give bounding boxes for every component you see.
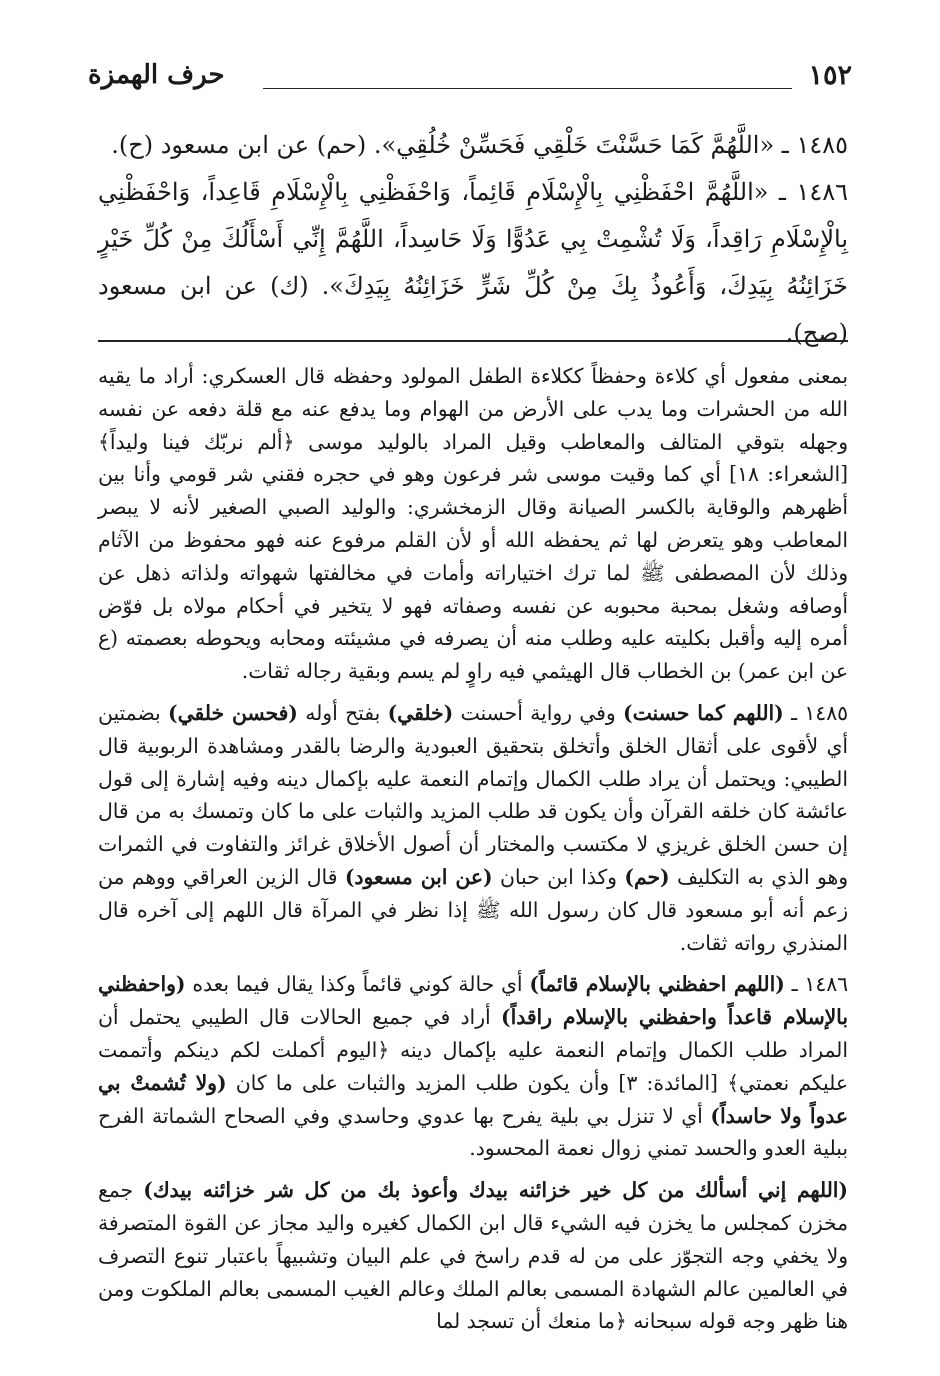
quoted-phrase: (اللهم كما حسنت) (623, 700, 784, 725)
commentary-text: أي حالة كوني قائماً وكذا يقال فيما بعده (185, 972, 530, 997)
commentary-text: وكذا ابن حبان (492, 864, 625, 889)
source-narrator: (عن ابن مسعود) (344, 864, 493, 889)
commentary-text: قال الزين العراقي ووهم من زعم أنه أبو مسعود قال كان رسول الله ﷺ إذا نظر في المرآة قال اللهم إلى آخره قال المنذري رواته ثقات. (98, 864, 848, 955)
hadith-1486: ١٤٨٦ ـ «اللَّهُمَّ احْفَظْنِي بِالْإِسْلَامِ قَائِماً، وَاحْفَظْنِي بِالْإِسْلَامِ قَاعِداً، وَاحْفَظْنِي بِالْإِسْلَامِ رَاقِداً، وَلَا تُشْمِتْ بِي عَدُوًّا وَلَا حَاسِداً، اللَّهُمَّ إِنِّي أَسْأَلُكَ مِنْ كُلِّ خَيْرٍ خَزَائِنُهُ بِيَدِكَ، وَأَعُوذُ بِكَ مِنْ كُلِّ شَرٍّ خَزَائِنُهُ بِيَدِكَ». (ك) عن ابن مسعود (صح). (98, 178, 848, 347)
commentary-paragraph-continued: بمعنى مفعول أي كلاءة وحفظاً ككلاءة الطفل المولود وحفظه قال العسكري: أراد ما يقيه الله من الحشرات وما يدب على الأرض من الهوام وما يدفع عنه مع قلة دفعه عن نفسه وجهله بتوقي المتالف والمعاطب وقيل المراد بالوليد موسى ﴿ألم نربّك فينا وليداً﴾ [الشعراء: ١٨] أي كما وقيت موسى شر فرعون وهو في حجره فقني شر قومي وأنا بين أظهرهم والوقاية بالكسر الصيانة وقال الزمخشري: والوليد الصبي الصغير لأنه لا يبصر المعاطب وهو يتعرض لها ثم يحفظه الله أو لأن القلم مرفوع عنه فهو محفوظ من الآثام وذلك لأن المصطفى ﷺ لما ترك اختياراته وأمات في مخالفتها شهواته ولذاته ذهل عن أوصافه وشغل بمحبة محبوبه عن نفسه وصفاته فهو لا يتخير في أحكام مولاه بل فوّض أمره إليه وأقبل بكليته عليه وطلب منه أن يصرفه في مشيئته ومحابه ويحوطه بعصمته (ع عن ابن عمر) بن الخطاب قال الهيثمي فيه راوٍ لم يسم وبقية رجاله ثقات. (98, 364, 848, 684)
commentary-text: بفتح أوله (297, 700, 388, 725)
commentary-text: أراد في جميع الحالات قال الطيبي يحتمل أن المراد طلب الكمال وإتمام النعمة عليه بإكمال دينه ﴿اليوم أكملت لكم دينكم وأتممت عليكم نعمتي﴾ [المائدة: ٣] وأن يكون طلب المزيد والثبات على ما كان (98, 1005, 848, 1095)
quoted-phrase: (ولا تُشمتْ بي عدواً ولا حاسداً) (98, 1070, 849, 1128)
commentary-text: جمع مخزن كمجلس ما يخزن فيه الشيء قال ابن الكمال كغيره واليد مجاز عن القوة المتصرفة ولا يخفي وجه التجوّز على من له قدم راسخ في علم البيان وتشبيهاً باعتبار تنوع التصرف في العالمين عالم الشهادة المسمى بعالم الملك وعالم الغيب المسمى بعالم الملكوت ومن هنا ظهر وجه قوله سبحانه ﴿ما منعك أن تسجد لما (98, 1178, 848, 1334)
source-code: (حم) (624, 864, 670, 889)
quoted-phrase: (اللهم احفظني بالإسلام قائماً) (529, 972, 785, 997)
quoted-phrase: (واحفظني بالإسلام قاعداً واحفظني بالإسلام راقداً) (98, 972, 848, 1030)
hadith-text-block (98, 122, 848, 357)
footnote-separator (98, 340, 848, 342)
commentary-text: بضمتين أي لأقوى على أثقال الخلق وأتخلق بتحقيق العبودية والرضا بالقدر ومشاهدة الربوبية قال الطيبي: ويحتمل أن يراد طلب الكمال وإتمام النعمة عليه بإكمال دينه وفيه إشارة إلى قول عائشة كان خلقه القرآن وأن يكون قد طلب المزيد والثبات على ما كان وتمسك به من قال إن حسن الخلق غريزي لا مكتسب والمختار أن أصول الأخلاق غرائز والتفاوت في الثمرات وهو الذي به التكليف (98, 700, 848, 889)
quoted-phrase: (اللهم إني أسألك من كل خير خزائنه بيدك وأعوذ بك من كل شر خزائنه بيدك) (143, 1178, 848, 1203)
chapter-title: حرف الهمزة (88, 60, 225, 90)
commentary-paragraph-1485 (98, 697, 848, 959)
entry-number: ١٤٨٦ ـ (784, 972, 848, 997)
entry-number: ١٤٨٥ ـ (783, 700, 848, 725)
commentary-block (98, 360, 848, 1347)
page-number: ١٥٢ (808, 60, 852, 91)
page-header (88, 58, 852, 98)
header-rule (263, 88, 792, 89)
commentary-text: وفي رواية أحسنت (453, 700, 624, 725)
hadith-1485: ١٤٨٥ ـ «اللَّهُمَّ كَمَا حَسَّنْتَ خَلْقِي فَحَسِّنْ خُلُقِي». (حم) عن ابن مسعود (ح). (111, 131, 848, 159)
quoted-phrase: (خلقي) (387, 700, 454, 725)
commentary-paragraph-1486 (98, 968, 848, 1165)
commentary-paragraph-1486-cont (98, 1174, 848, 1338)
commentary-text: أي لا تنزل بي بلية يفرح بها عدوي وحاسدي وفي الصحاح الشماتة الفرح ببلية العدو والحسد تمني زوال نعمة المحسود. (98, 1103, 848, 1161)
quoted-phrase: (فحسن خلقي) (168, 700, 298, 725)
